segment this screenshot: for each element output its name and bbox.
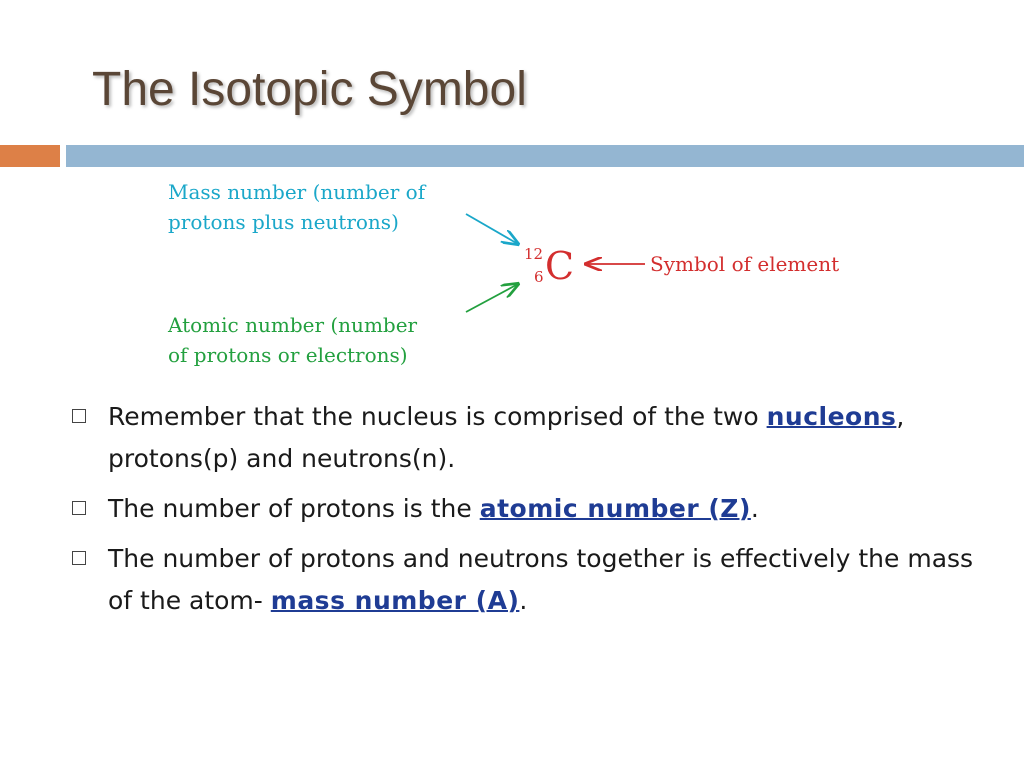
accent-bar-orange — [0, 145, 60, 167]
square-bullet-icon — [72, 409, 86, 423]
atomic-label-line2: of protons or electrons) — [168, 343, 408, 367]
mass-label-line1: Mass number (number of — [168, 180, 426, 204]
mass-number-value: 12 — [524, 245, 544, 263]
isotope-diagram — [160, 172, 900, 372]
bullet-item: The number of protons and neutrons together is effectively the mass of the atom- mass number (A). — [72, 538, 992, 622]
mass-label-line2: protons plus neutrons) — [168, 210, 399, 234]
mass-number-arrow — [466, 214, 518, 244]
accent-bar-blue — [66, 145, 1024, 167]
atomic-number-value: 6 — [534, 268, 544, 286]
atomic-number-arrow — [466, 284, 518, 312]
term-highlight: mass number (A) — [270, 586, 520, 615]
square-bullet-icon — [72, 551, 86, 565]
term-highlight: atomic number (Z) — [479, 494, 751, 523]
element-symbol: C — [545, 244, 575, 288]
symbol-of-element-label: Symbol of element — [650, 252, 840, 276]
square-bullet-icon — [72, 501, 86, 515]
term-highlight: nucleons — [766, 402, 897, 431]
bullet-item: The number of protons is the atomic number (Z). — [72, 488, 992, 530]
slide-title: The Isotopic Symbol — [92, 63, 527, 116]
atomic-label-line1: Atomic number (number — [168, 313, 418, 337]
bullet-item: Remember that the nucleus is comprised of the two nucleons, protons(p) and neutrons(n). — [72, 396, 992, 480]
bullet-list — [72, 396, 992, 630]
